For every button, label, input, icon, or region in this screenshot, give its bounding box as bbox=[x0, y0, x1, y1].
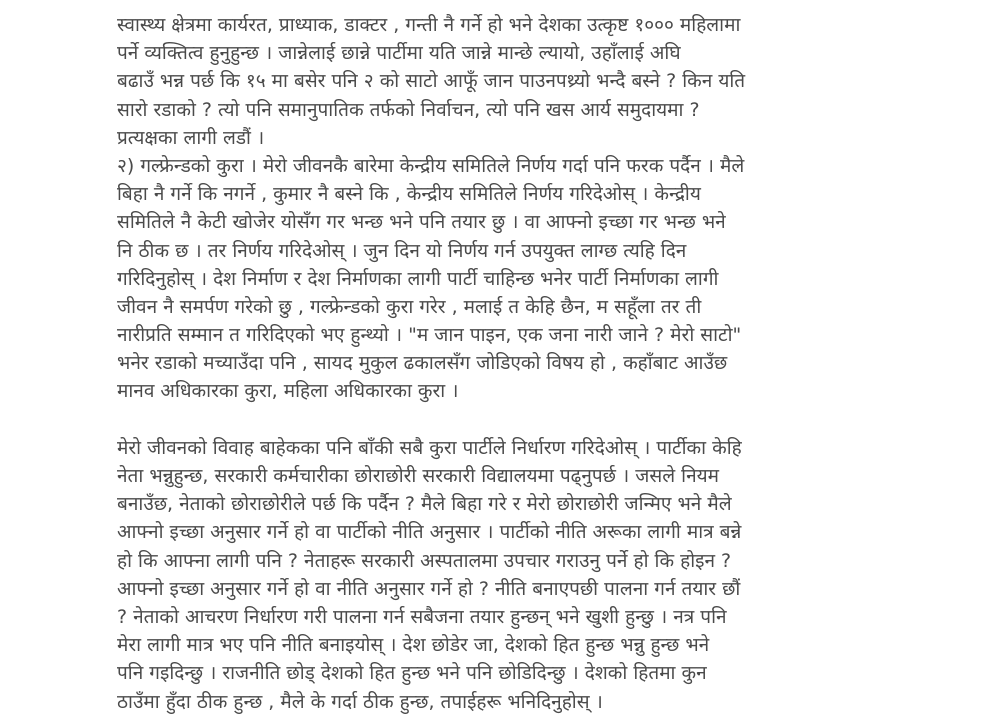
paragraph-gap bbox=[117, 406, 887, 434]
text-line: सारो रडाको ? त्यो पनि समानुपातिक तर्फको निर्वाचन, त्यो पनि खस आर्य समुदायमा ? bbox=[117, 98, 700, 121]
text-line: भनेर रडाको मच्याउँदा पनि , सायद मुकुल ढकालसँग जोडिएको विषय हो , कहाँबाट आउँछ bbox=[117, 352, 728, 375]
text-line: ठाउँमा हुँदा ठीक हुन्छ , मैले के गर्दा ठीक हुन्छ, तपाईहरू भनिदिनुहोस् । bbox=[117, 690, 603, 713]
text-line: पनि गइदिन्छु । राजनीति छोड् देशको हित हुन्छ भने पनि छोडिदिन्छु । देशको हितमा कुन bbox=[117, 662, 707, 685]
text-line: आफ्नो इच्छा अनुसार गर्ने हो वा पार्टीको नीति अनुसार । पार्टीको नीति अरूका लागी मात्र बन्ने bbox=[117, 521, 742, 544]
text-line: आफ्नो इच्छा अनुसार गर्ने हो वा नीति अनुसार गर्ने हो ? नीति बनाएपछी पालना गर्न तयार छौं bbox=[117, 577, 741, 600]
paragraph bbox=[117, 152, 887, 406]
text-line: बनाउँछ, नेताको छोराछोरीले पर्छ कि पर्दैन ? मैले बिहा गरे र मेरो छोराछोरी जन्मिए भने मैले bbox=[117, 493, 732, 516]
text-line: समितिले नै केटी खोजेर योसँग गर भन्छ भने पनि तयार छु । वा आफ्नो इच्छा गर भन्छ भने bbox=[117, 211, 726, 234]
text-line: २) गल्फ्रेन्डको कुरा । मेरो जीवनकै बारेमा केन्द्रीय समितिले निर्णय गर्दा पनि फरक पर्दैन । मैले bbox=[117, 154, 745, 177]
text-line: ? नेताको आचरण निर्धारण गरी पालना गर्न सबैजना तयार हुन्छन् भने खुशी हुन्छु । नत्र पनि bbox=[117, 605, 727, 628]
document-body bbox=[117, 11, 887, 716]
text-line: गरिदिनुहोस् । देश निर्माण र देश निर्माणका लागी पार्टी चाहिन्छ भनेर पार्टी निर्माणका लागी bbox=[117, 267, 719, 290]
text-line: प्रत्यक्षका लागी लडौं । bbox=[117, 126, 265, 149]
text-line: हो कि आफ्ना लागी पनि ? नेताहरू सरकारी अस्पतालमा उपचार गराउनु पर्ने हो कि होइन ? bbox=[117, 549, 732, 572]
paragraph bbox=[117, 11, 887, 152]
text-line: नेता भन्नुहुन्छ, सरकारी कर्मचारीका छोराछोरी सरकारी विद्यालयमा पढ्नुपर्छ । जसले नियम bbox=[117, 465, 719, 487]
text-line: पर्ने व्यक्तित्व हुनुहुन्छ । जान्नेलाई छान्ने पार्टीमा यति जान्ने मान्छे ल्यायो, उहाँलाई अघि bbox=[117, 42, 681, 65]
text-line: बढाउँ भन्न पर्छ कि १५ मा बसेर पनि २ को साटो आफूँ जान पाउनपथ्र्यो भन्दै बस्ने ? किन यति bbox=[117, 70, 746, 93]
text-line: मेरा लागी मात्र भए पनि नीति बनाइयोस् । देश छोडेर जा, देशको हित हुन्छ भन्नु हुन्छ भने bbox=[117, 634, 710, 657]
text-line: बिहा नै गर्ने कि नगर्ने , कुमार नै बस्ने कि , केन्द्रीय समितिले निर्णय गरिदेओस् । केन्द्रीय bbox=[117, 183, 701, 206]
text-line: नि ठीक छ । तर निर्णय गरिदेओस् । जुन दिन यो निर्णय गर्न उपयुक्त लाग्छ त्यहि दिन bbox=[117, 239, 687, 262]
text-line: मानव अधिकारका कुरा, महिला अधिकारका कुरा । bbox=[117, 380, 459, 403]
text-line: स्वास्थ्य क्षेत्रमा कार्यरत, प्राध्याक, डाक्टर , गन्ती नै गर्ने हो भने देशका उत्कृष्ट १००० महिलामा bbox=[117, 14, 741, 36]
text-line: जीवन नै समर्पण गरेको छु , गल्फ्रेन्डको कुरा गरेर , मलाई त केहि छैन, म सहूँला तर ती bbox=[117, 295, 702, 318]
text-line: मेरो जीवनको विवाह बाहेकका पनि बाँकी सबै कुरा पार्टीले निर्धारण गरिदेओस् । पार्टीका केहि bbox=[117, 436, 742, 459]
paragraph bbox=[117, 434, 887, 716]
text-line: नारीप्रति सम्मान त गरिदिएको भए हुन्थ्यो । "म जान पाइन, एक जना नारी जाने ? मेरो साटो" bbox=[117, 324, 742, 347]
